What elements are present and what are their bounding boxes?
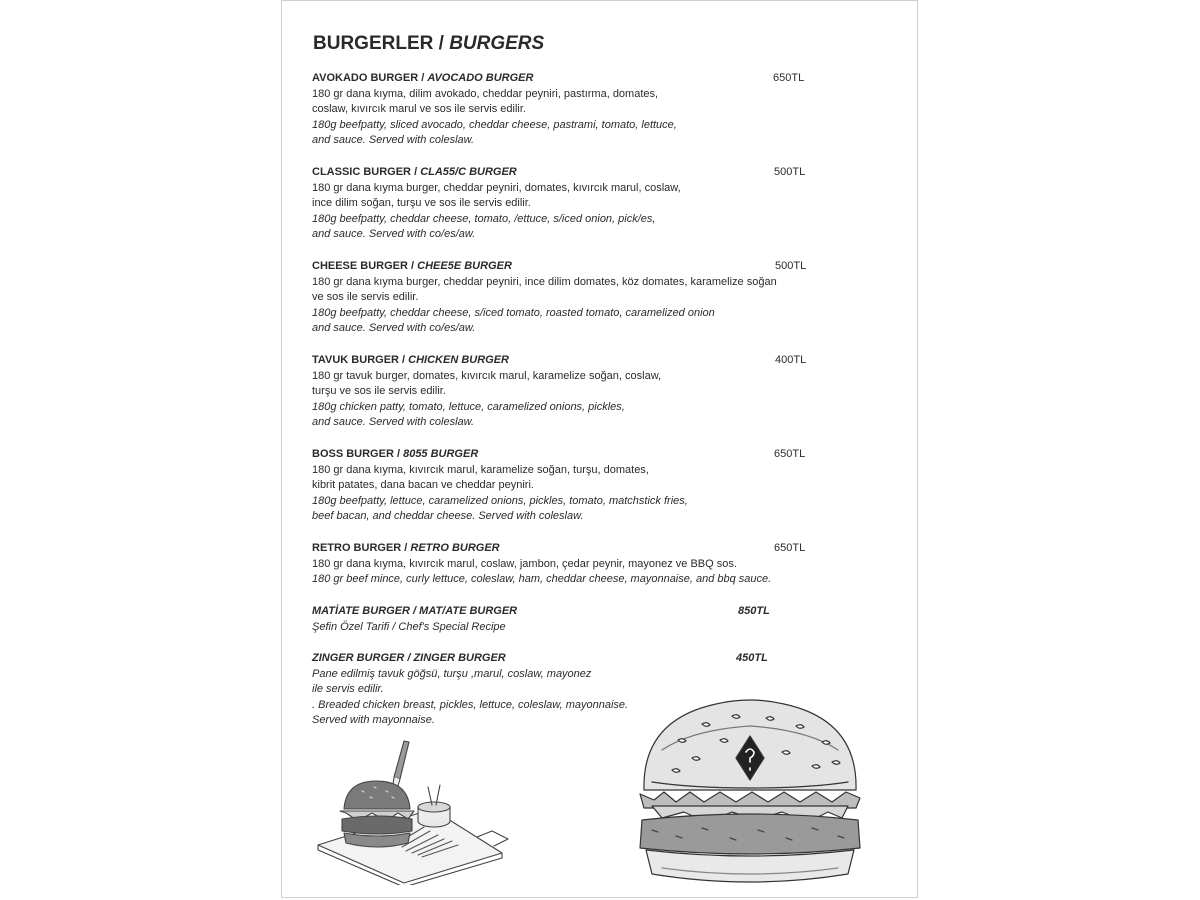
item-name-en: CLA55/C BURGER xyxy=(420,166,517,178)
menu-item-matiate xyxy=(312,604,812,635)
item-price-cheese: 500TL xyxy=(775,260,807,272)
desc-tr-line: ve sos ile servis edilir. xyxy=(312,291,419,304)
desc-en-line: and sauce. Served with coleslaw. xyxy=(312,134,475,147)
item-name xyxy=(312,71,812,87)
desc-en-line: 180g beefpatty, cheddar cheese, s/iced tomato, roasted tomato, caramelized onion xyxy=(312,306,715,319)
item-name-tr: ZINGER BURGER xyxy=(312,652,405,664)
page-title xyxy=(313,33,544,55)
item-name-tr: MATİATE BURGER xyxy=(312,605,410,617)
item-name-sep: / xyxy=(398,354,409,366)
desc-tr-line: 180 gr tavuk burger, domates, kıvırcık marul, karamelize soğan, coslaw, xyxy=(312,369,662,382)
item-price-zinger: 450TL xyxy=(736,652,768,664)
desc-tr-line: ile servis edilir. xyxy=(312,683,384,696)
item-name-tr: CLASSIC BURGER xyxy=(312,166,412,178)
desc-en-line: 180g beefpatty, cheddar cheese, tomato, /ettuce, s/iced onion, pick/es, xyxy=(312,212,656,225)
item-name xyxy=(312,604,812,620)
desc-tr-line: kibrit patates, dana bacan ve cheddar peyniri. xyxy=(312,479,534,492)
item-name-sep: / xyxy=(411,166,421,178)
item-name xyxy=(312,447,812,463)
desc-en-line: 180g beefpatty, sliced avocado, cheddar cheese, pastrami, tomato, lettuce, xyxy=(312,118,677,131)
item-name-en: MAT/ATE BURGER xyxy=(419,605,518,617)
item-price-classic: 500TL xyxy=(774,166,806,178)
item-name-sep: / xyxy=(409,605,420,617)
item-name-sep: / xyxy=(401,542,411,554)
large-burger-sketch-icon xyxy=(632,690,870,890)
item-name-tr: AVOKADO BURGER xyxy=(312,72,419,84)
title-en: BURGERS xyxy=(449,33,545,54)
menu-item-classic xyxy=(312,165,812,243)
desc-tr-line: Şefin Özel Tarifi / Chef's Special Recipe xyxy=(312,620,506,633)
menu-item-boss xyxy=(312,447,812,525)
desc-tr-line: ince dilim soğan, turşu ve sos ile servis edilir. xyxy=(312,197,531,210)
item-name-en: AVOCADO BURGER xyxy=(427,72,534,84)
desc-en-line: and sauce. Served with co/es/aw. xyxy=(312,322,476,335)
item-price-avokado: 650TL xyxy=(773,72,805,84)
burger-on-board-sketch-icon xyxy=(312,735,512,885)
item-name-tr: CHEESE BURGER xyxy=(312,260,408,272)
item-name-en: ZINGER BURGER xyxy=(413,652,506,664)
desc-en-line: . Breaded chicken breast, pickles, lettuce, coleslaw, mayonnaise. xyxy=(312,698,629,711)
desc-tr-line: Pane edilmiş tavuk göğsü, turşu ,marul, coslaw, mayonez xyxy=(312,667,592,680)
item-name-sep: / xyxy=(407,260,418,272)
desc-tr-line: turşu ve sos ile servis edilir. xyxy=(312,385,446,398)
desc-tr-line: 180 gr dana kıyma, dilim avokado, cheddar peyniri, pastırma, domates, xyxy=(312,87,659,100)
item-name-tr: TAVUK BURGER xyxy=(312,354,399,366)
item-name-sep: / xyxy=(404,652,414,664)
item-name-sep: / xyxy=(393,448,404,460)
desc-tr-line: coslaw, kıvırcık marul ve sos ile servis edilir. xyxy=(312,103,526,116)
title-tr: BURGERLER xyxy=(313,33,434,54)
desc-en-line: 180 gr beef mince, curly lettuce, coleslaw, ham, cheddar cheese, mayonnaise, and bbq sauce. xyxy=(312,573,772,586)
desc-en-line: Served with mayonnaise. xyxy=(312,714,435,727)
item-name xyxy=(312,165,812,181)
item-price-boss: 650TL xyxy=(774,448,806,460)
desc-en-line: and sauce. Served with co/es/aw. xyxy=(312,228,476,241)
item-price-retro: 650TL xyxy=(774,542,806,554)
menu-item-cheese xyxy=(312,259,812,337)
desc-tr-line: 180 gr dana kıyma, kıvırcık marul, coslaw, jambon, çedar peynir, mayonez ve BBQ sos. xyxy=(312,557,737,570)
item-name-tr: BOSS BURGER xyxy=(312,448,394,460)
menu-item-retro xyxy=(312,541,812,588)
desc-en-line: 180g beefpatty, lettuce, caramelized onions, pickles, tomato, matchstick fries, xyxy=(312,494,688,507)
item-name-tr: RETRO BURGER xyxy=(312,542,402,554)
item-name-en: CHEE5E BURGER xyxy=(417,260,512,272)
title-sep: / xyxy=(433,33,450,54)
item-price-matiate: 850TL xyxy=(738,605,770,617)
item-name-en: CHICKEN BURGER xyxy=(408,354,509,366)
item-name xyxy=(312,541,812,557)
item-price-tavuk: 400TL xyxy=(775,354,807,366)
desc-tr-line: 180 gr dana kıyma burger, cheddar peyniri, ince dilim domates, köz domates, karamelize soğan xyxy=(312,275,777,288)
desc-en-line: 180g chicken patty, tomato, lettuce, caramelized onions, pickles, xyxy=(312,400,625,413)
item-name xyxy=(312,353,812,369)
item-name-en: RETRO BURGER xyxy=(410,542,500,554)
menu-item-tavuk xyxy=(312,353,812,431)
desc-en-line: beef bacan, and cheddar cheese. Served with coleslaw. xyxy=(312,510,584,523)
item-name-en: 8055 BURGER xyxy=(403,448,479,460)
desc-en-line: and sauce. Served with coleslaw. xyxy=(312,416,475,429)
desc-tr-line: 180 gr dana kıyma burger, cheddar peyniri, domates, kıvırcık marul, coslaw, xyxy=(312,181,681,194)
desc-tr-line: 180 gr dana kıyma, kıvırcık marul, karamelize soğan, turşu, domates, xyxy=(312,463,649,476)
menu-item-avokado xyxy=(312,71,812,149)
item-name xyxy=(312,259,812,275)
item-name-sep: / xyxy=(418,72,428,84)
